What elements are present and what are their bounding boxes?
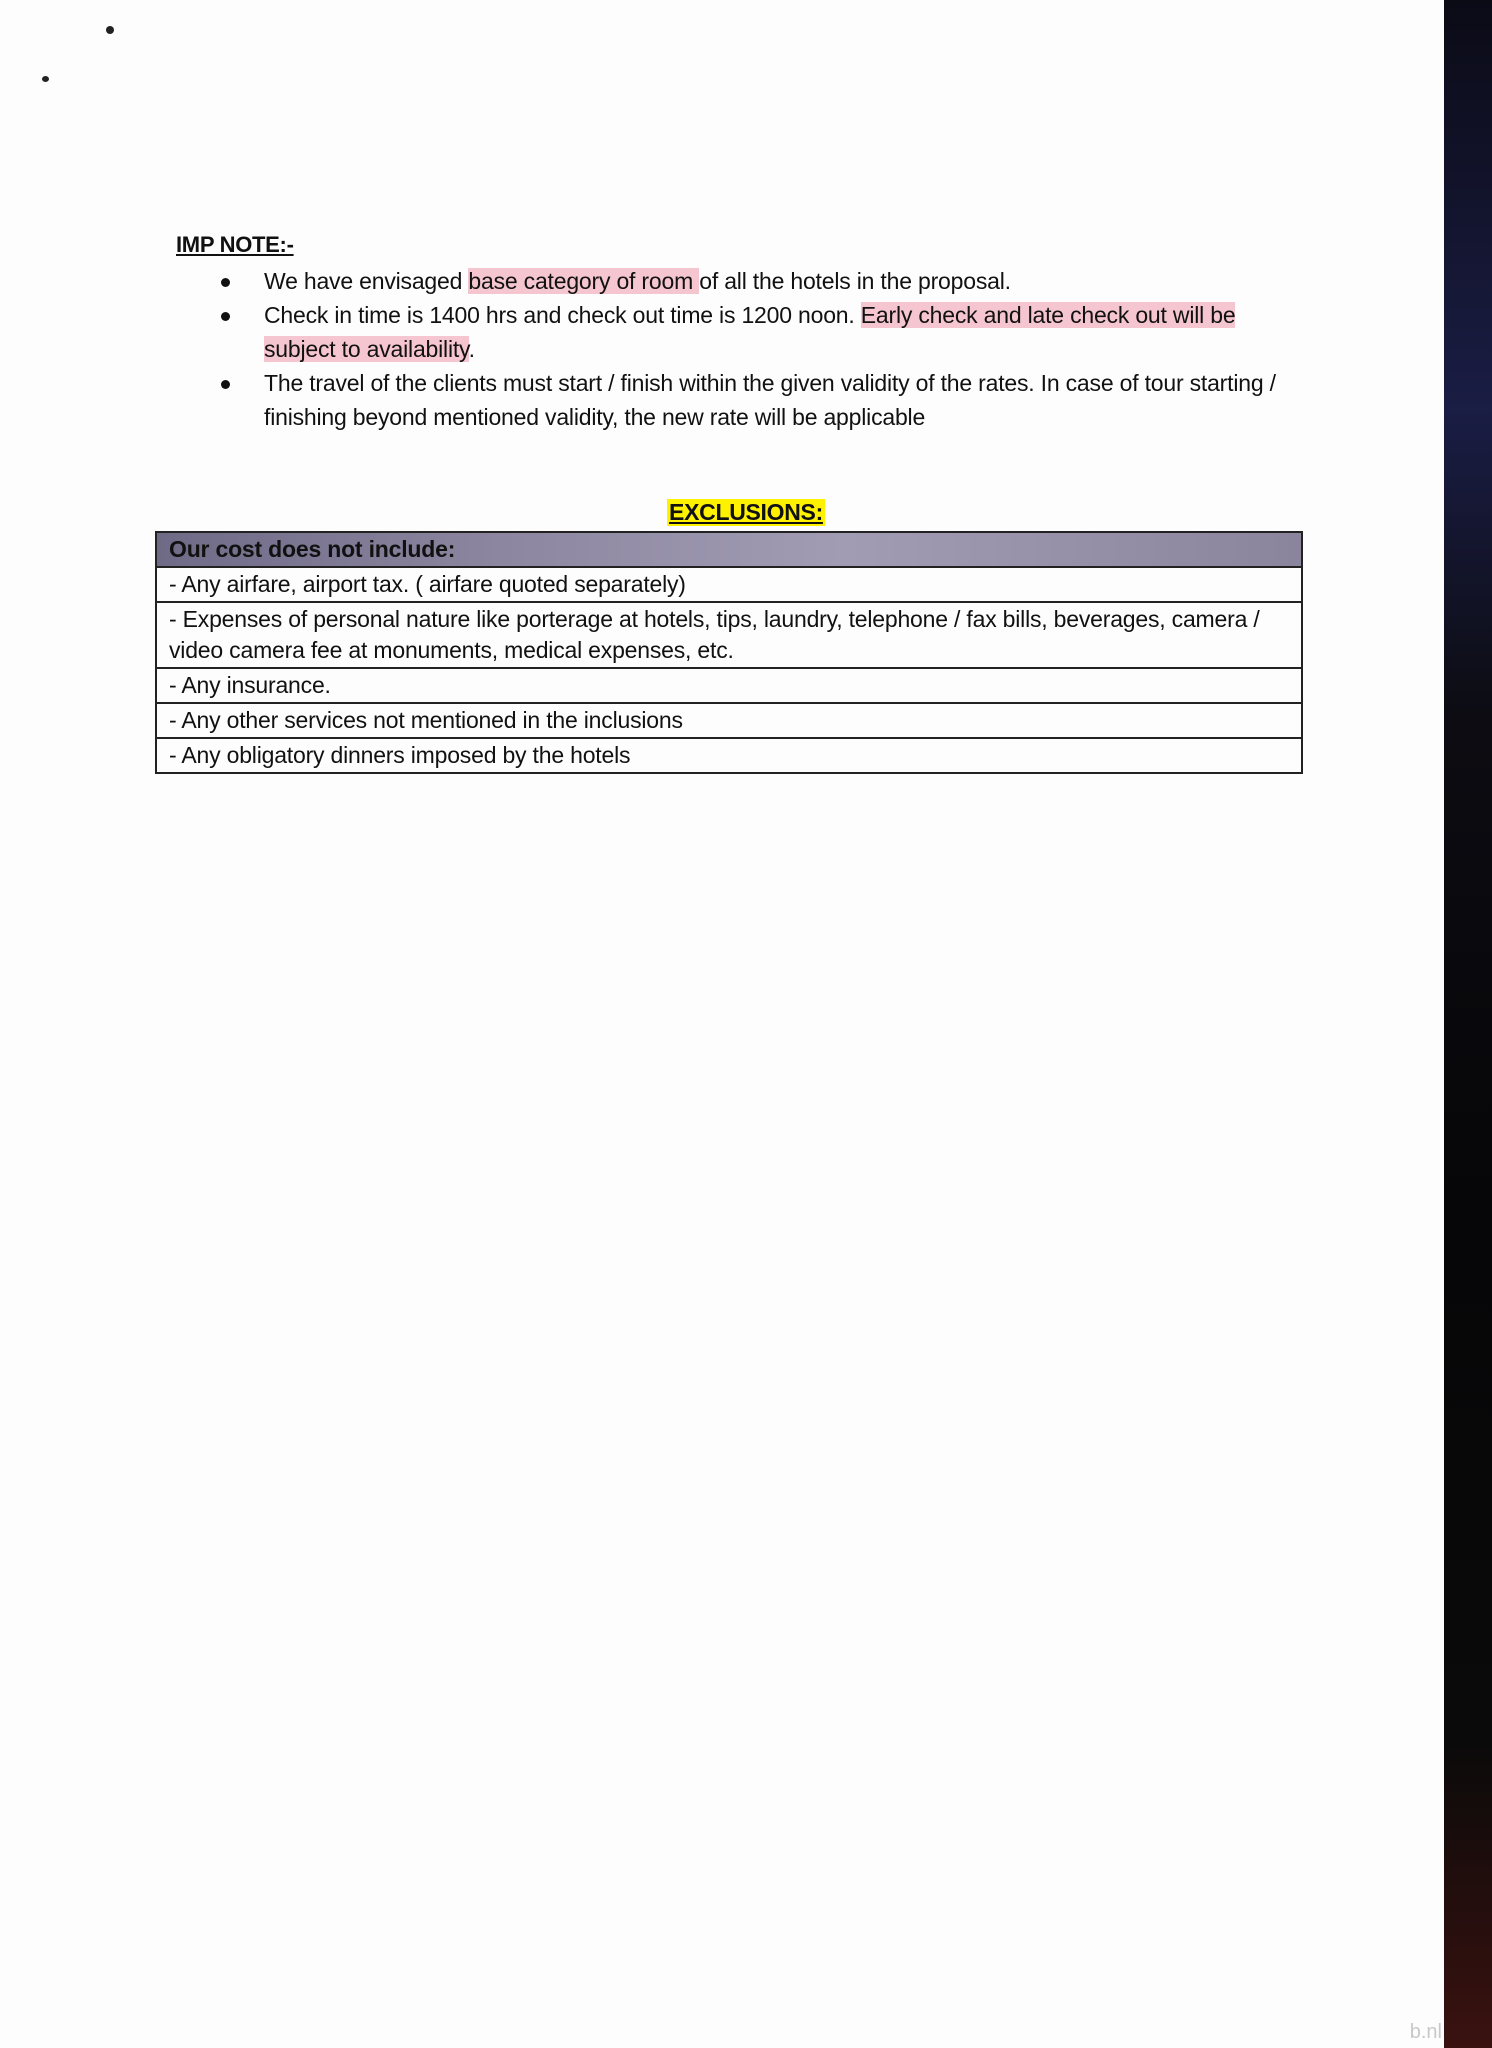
table-row	[156, 567, 1302, 602]
table-row	[156, 668, 1302, 703]
imp-note-section	[176, 232, 1306, 434]
note-text: Check in time is 1400 hrs and check out time is 1200 noon.	[264, 302, 861, 328]
imp-note-title: IMP NOTE:-	[176, 232, 294, 257]
watermark-text: b.nl	[1409, 2021, 1442, 2043]
note-text: We have envisaged	[264, 268, 469, 294]
note-highlight: base category of room	[468, 268, 700, 294]
bullet-icon	[221, 380, 230, 389]
imp-note-list	[176, 264, 1306, 434]
scan-speck	[42, 76, 49, 82]
table-row	[156, 738, 1302, 773]
imp-note-item	[264, 264, 1306, 298]
imp-note-item	[264, 366, 1306, 434]
table-header-row	[156, 532, 1302, 567]
bullet-icon	[221, 278, 230, 287]
table-cell: - Any other services not mentioned in the inclusions	[156, 703, 1302, 738]
note-text: The travel of the clients must start / finish within the given validity of the rates. In case of tour starting / finishing beyond mentioned validity, the new rate will be applicable	[264, 370, 1276, 430]
exclusions-header: Our cost does not include:	[156, 532, 1302, 567]
table-cell: - Any airfare, airport tax. ( airfare quoted separately)	[156, 567, 1302, 602]
note-highlight: Early check and late check out will be subject to availability	[264, 302, 1236, 362]
exclusions-title-wrap	[0, 499, 1492, 526]
scan-speck	[106, 26, 114, 34]
table-cell: - Any obligatory dinners imposed by the hotels	[156, 738, 1302, 773]
scan-edge	[1444, 0, 1492, 2048]
note-text: .	[468, 336, 475, 362]
table-row	[156, 602, 1302, 668]
exclusions-title: EXCLUSIONS:	[669, 499, 823, 525]
imp-note-item	[264, 298, 1306, 366]
table-cell: - Expenses of personal nature like porterage at hotels, tips, laundry, telephone / fax bills, beverages, camera / video camera fee at monuments, medical expenses, etc.	[156, 602, 1302, 668]
table-cell: - Any insurance.	[156, 668, 1302, 703]
bullet-icon	[221, 312, 230, 321]
table-row	[156, 703, 1302, 738]
exclusions-table	[155, 531, 1303, 774]
note-text: of all the hotels in the proposal.	[699, 268, 1011, 294]
